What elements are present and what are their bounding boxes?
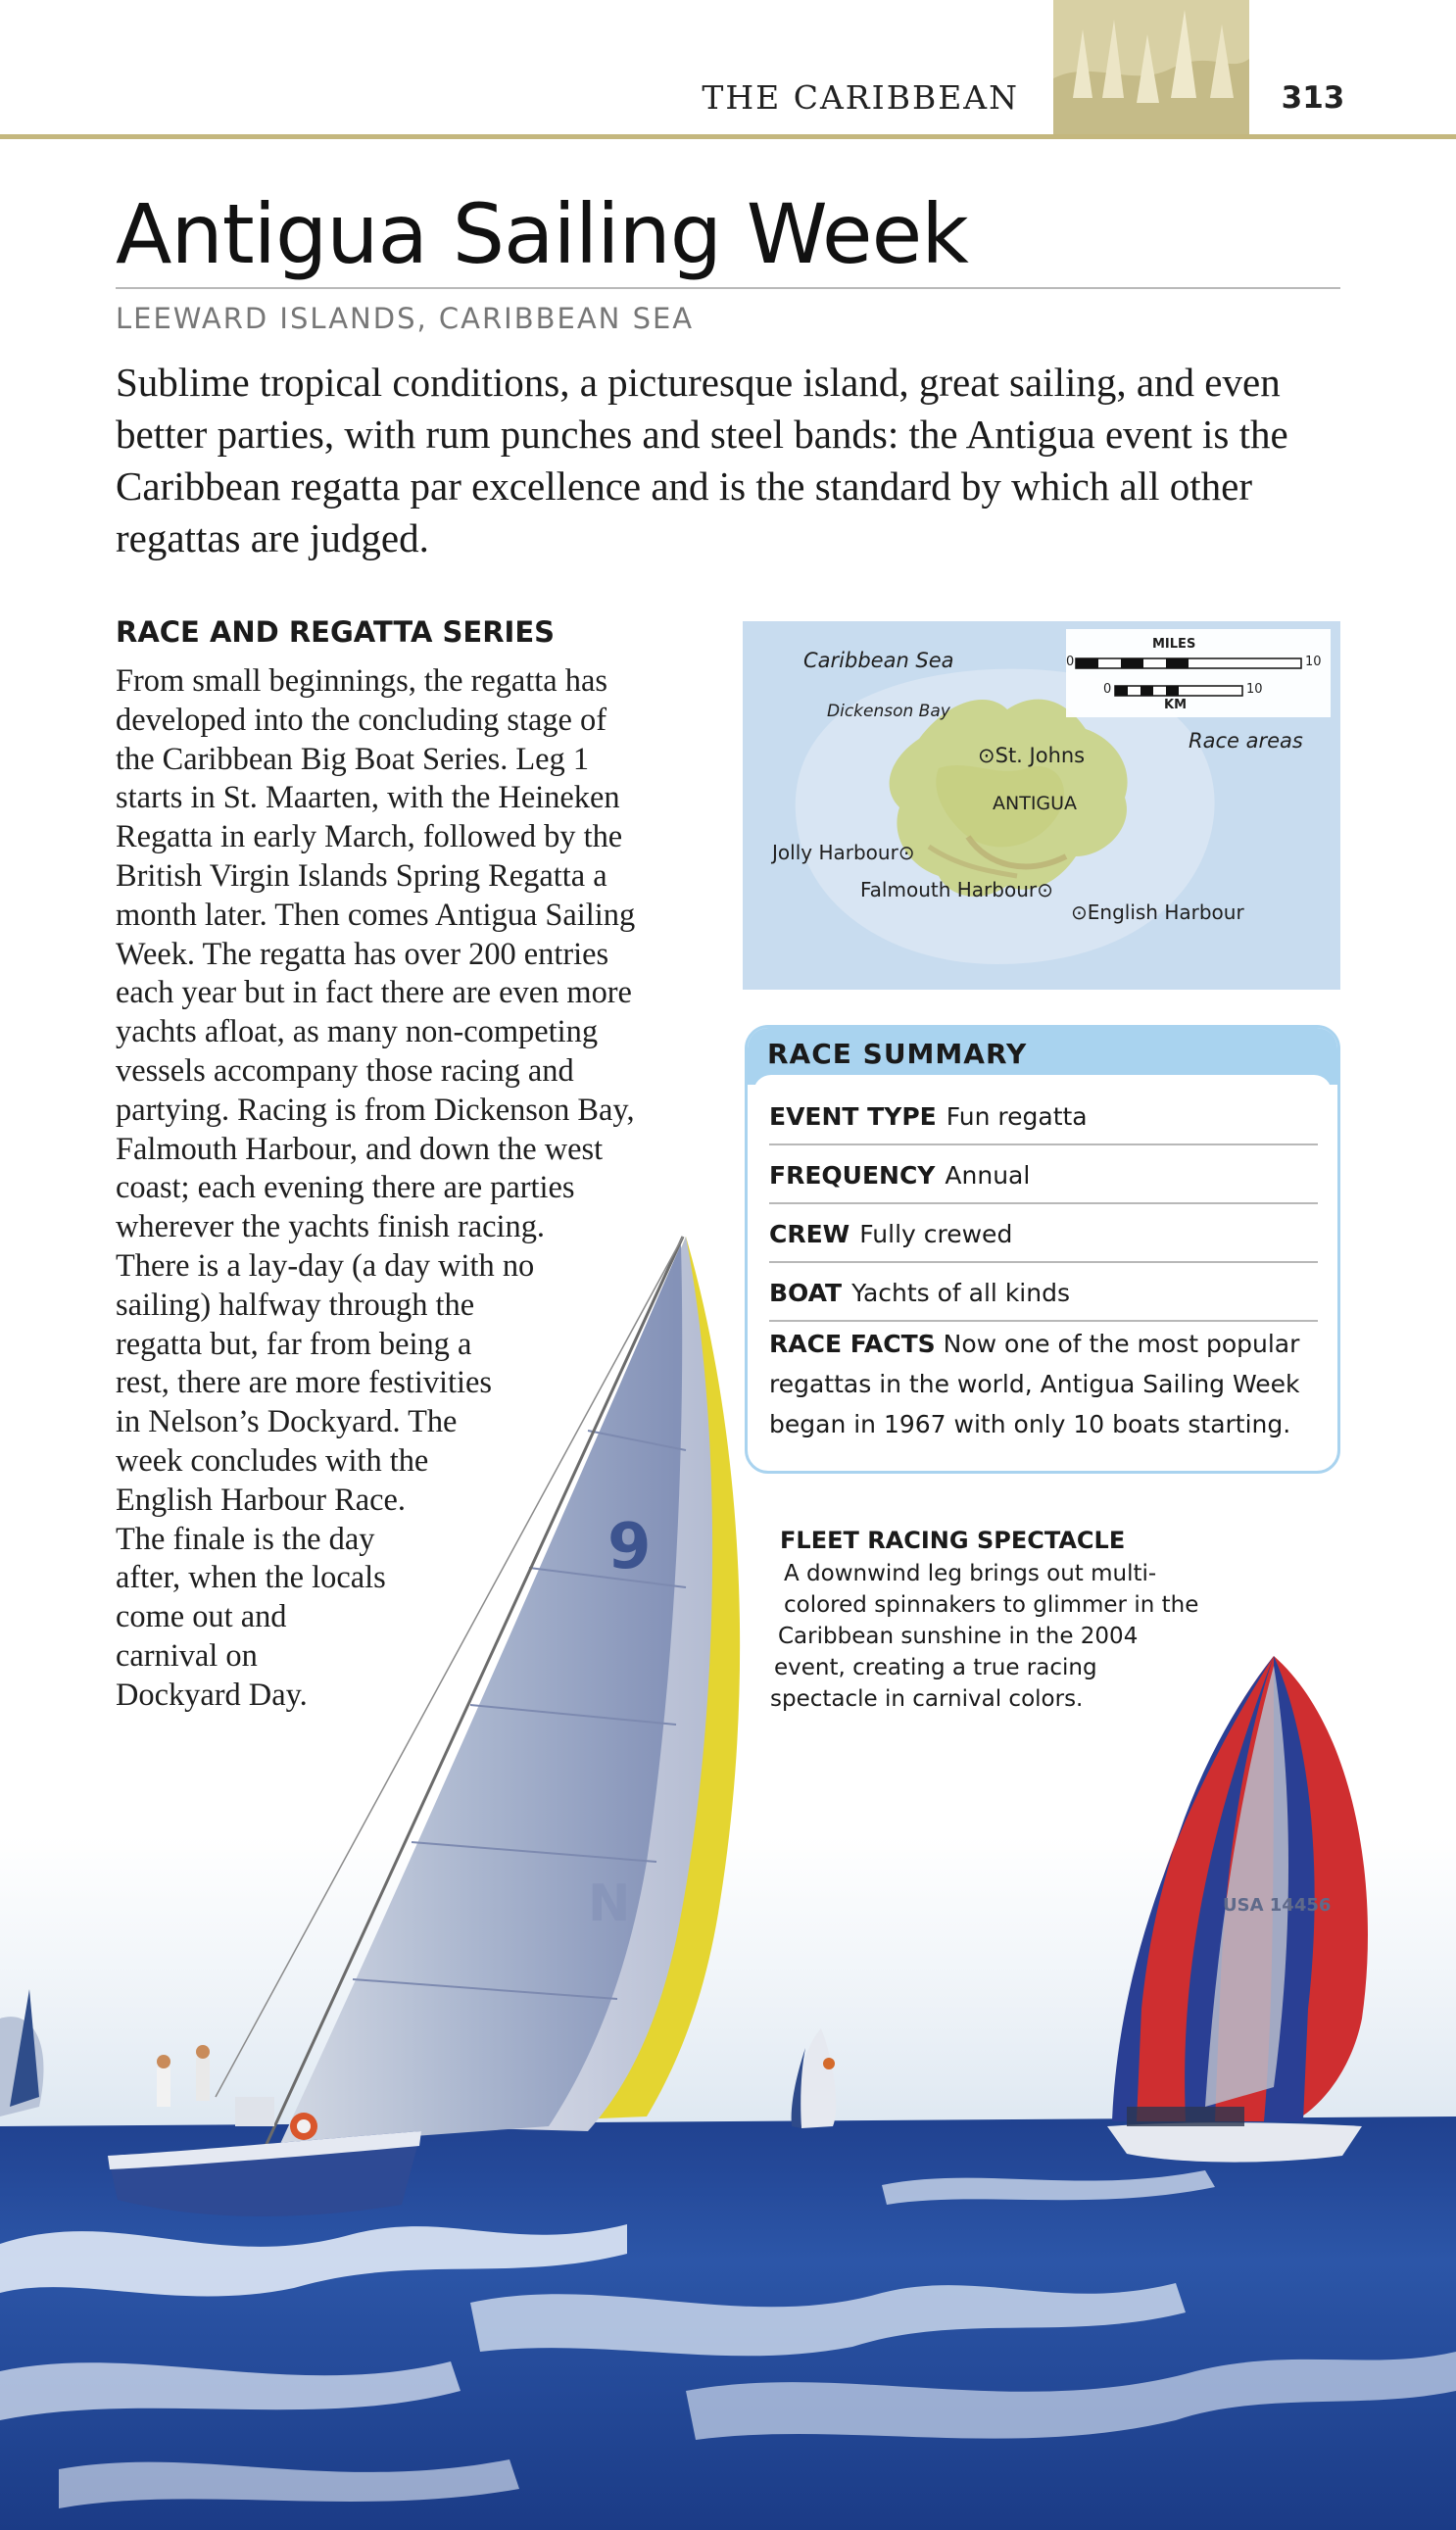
body-line: partying. Racing is from Dickenson Bay, [116, 1092, 635, 1128]
body-line: each year but in fact there are even more [116, 975, 632, 1011]
map-place-english-harbour [1071, 900, 1244, 924]
running-header-section: THE CARIBBEAN [702, 78, 1019, 117]
sail-number: 9 [607, 1511, 652, 1583]
body-line: the Caribbean Big Boat Series. Leg 1 [116, 741, 590, 777]
summary-row-crew [769, 1206, 1318, 1263]
body-line: come out and [116, 1599, 287, 1635]
body-line: starts in St. Maarten, with the Heineken [116, 780, 620, 816]
body-line: Regatta in early March, followed by the [116, 819, 623, 855]
map-place-label: English Harbour [1087, 900, 1244, 924]
intro-paragraph: Sublime tropical conditions, a picturesque island, great sailing, and even better parties, with rum punches and steel bands: the Antigua event is the Caribbean regatta par excellence and is the standard by which all other regattas are judged. [116, 360, 1288, 560]
race-facts-key: RACE FACTS [769, 1330, 936, 1358]
map-scale-miles-label: MILES [1152, 637, 1196, 652]
spinnaker-number: USA 14456 [1223, 1895, 1332, 1916]
map-place-jolly-harbour [772, 841, 915, 864]
body-line: Week. The regatta has over 200 entries [116, 936, 609, 972]
map-marker-icon: ⊙ [1071, 900, 1088, 924]
map-marker-icon: ⊙ [898, 841, 915, 864]
body-line: British Virgin Islands Spring Regatta a [116, 857, 607, 894]
map-scale-km-start: 0 [1103, 682, 1112, 697]
caption-line: colored spinnakers to glimmer in the [784, 1592, 1199, 1618]
body-line: From small beginnings, the regatta has [116, 663, 607, 699]
body-line: Dockyard Day. [116, 1677, 308, 1713]
body-line: vessels accompany those racing and [116, 1052, 574, 1089]
map-marker-icon: ⊙ [1037, 878, 1053, 901]
race-facts [769, 1324, 1318, 1444]
map-bay-label: Dickenson Bay [827, 702, 950, 721]
body-line: sailing) halfway through the [116, 1287, 475, 1323]
race-facts-text: Now one of the most popular regattas in the world, Antigua Sailing Week began in 1967 with only 10 boats starting. [769, 1330, 1300, 1438]
section-heading: RACE AND REGATTA SERIES [116, 615, 556, 649]
body-line: month later. Then comes Antigua Sailing [116, 897, 636, 933]
body-line: The finale is the day [116, 1521, 375, 1557]
body-line: yachts afloat, as many non-competing [116, 1014, 599, 1050]
summary-value: Annual [945, 1161, 1031, 1190]
body-line: English Harbour Race. [116, 1482, 406, 1518]
summary-value: Yachts of all kinds [851, 1279, 1070, 1307]
header-rule [0, 134, 1456, 139]
race-summary-title: RACE SUMMARY [767, 1038, 1028, 1070]
summary-key: FREQUENCY [769, 1161, 936, 1190]
map-race-areas-label: Race areas [1189, 729, 1303, 753]
photo-caption-text [770, 1558, 1319, 1715]
map-place-label: Jolly Harbour [772, 841, 898, 864]
body-line: coast; each evening there are parties [116, 1170, 575, 1206]
page-title: Antigua Sailing Week [116, 186, 968, 282]
title-divider [116, 287, 1340, 289]
map-sea-label: Caribbean Sea [803, 649, 954, 672]
map-place-st-johns [978, 744, 1085, 767]
summary-key: BOAT [769, 1279, 843, 1307]
body-line: week concludes with the [116, 1442, 429, 1479]
summary-key: EVENT TYPE [769, 1102, 937, 1131]
page-number: 313 [1281, 80, 1345, 116]
summary-row-boat [769, 1265, 1318, 1322]
body-line: There is a lay-day (a day with no [116, 1247, 535, 1284]
page-subtitle: LEEWARD ISLANDS, CARIBBEAN SEA [116, 302, 695, 335]
summary-value: Fully crewed [859, 1220, 1013, 1248]
body-line: developed into the concluding stage of [116, 702, 607, 738]
antigua-map [743, 621, 1340, 990]
map-island-label: ANTIGUA [993, 793, 1078, 814]
body-line: regatta but, far from being a [116, 1326, 472, 1362]
caption-line: A downwind leg brings out multi- [784, 1561, 1157, 1586]
map-place-label: Falmouth Harbour [860, 878, 1038, 901]
body-line: rest, there are more festivities [116, 1365, 493, 1401]
map-scale-miles-start: 0 [1066, 655, 1075, 669]
map-scale-km-label: KM [1164, 698, 1188, 712]
map-place-label: St. Johns [995, 744, 1086, 767]
body-line: wherever the yachts finish racing. [116, 1209, 546, 1245]
header-thumbnail-image [1053, 0, 1249, 134]
body-line: carnival on [116, 1637, 258, 1674]
summary-row-event-type [769, 1089, 1318, 1145]
map-scale-km-end: 10 [1246, 682, 1263, 697]
map-place-falmouth-harbour [860, 878, 1053, 901]
map-scale-miles-end: 10 [1305, 655, 1322, 669]
caption-line: event, creating a true racing [774, 1655, 1097, 1680]
summary-row-frequency [769, 1147, 1318, 1204]
body-text [116, 662, 723, 1716]
summary-value: Fun regatta [946, 1102, 1088, 1131]
race-summary-box [745, 1025, 1340, 1474]
body-line: in Nelson’s Dockyard. The [116, 1404, 458, 1440]
body-line: Falmouth Harbour, and down the west [116, 1131, 604, 1167]
caption-line: Caribbean sunshine in the 2004 [778, 1624, 1139, 1649]
summary-key: CREW [769, 1220, 850, 1248]
photo-caption-title: FLEET RACING SPECTACLE [780, 1527, 1126, 1554]
body-line: after, when the locals [116, 1560, 386, 1596]
caption-line: spectacle in carnival colors. [770, 1686, 1084, 1712]
map-marker-icon: ⊙ [978, 744, 995, 767]
sail-text: N [588, 1874, 631, 1933]
